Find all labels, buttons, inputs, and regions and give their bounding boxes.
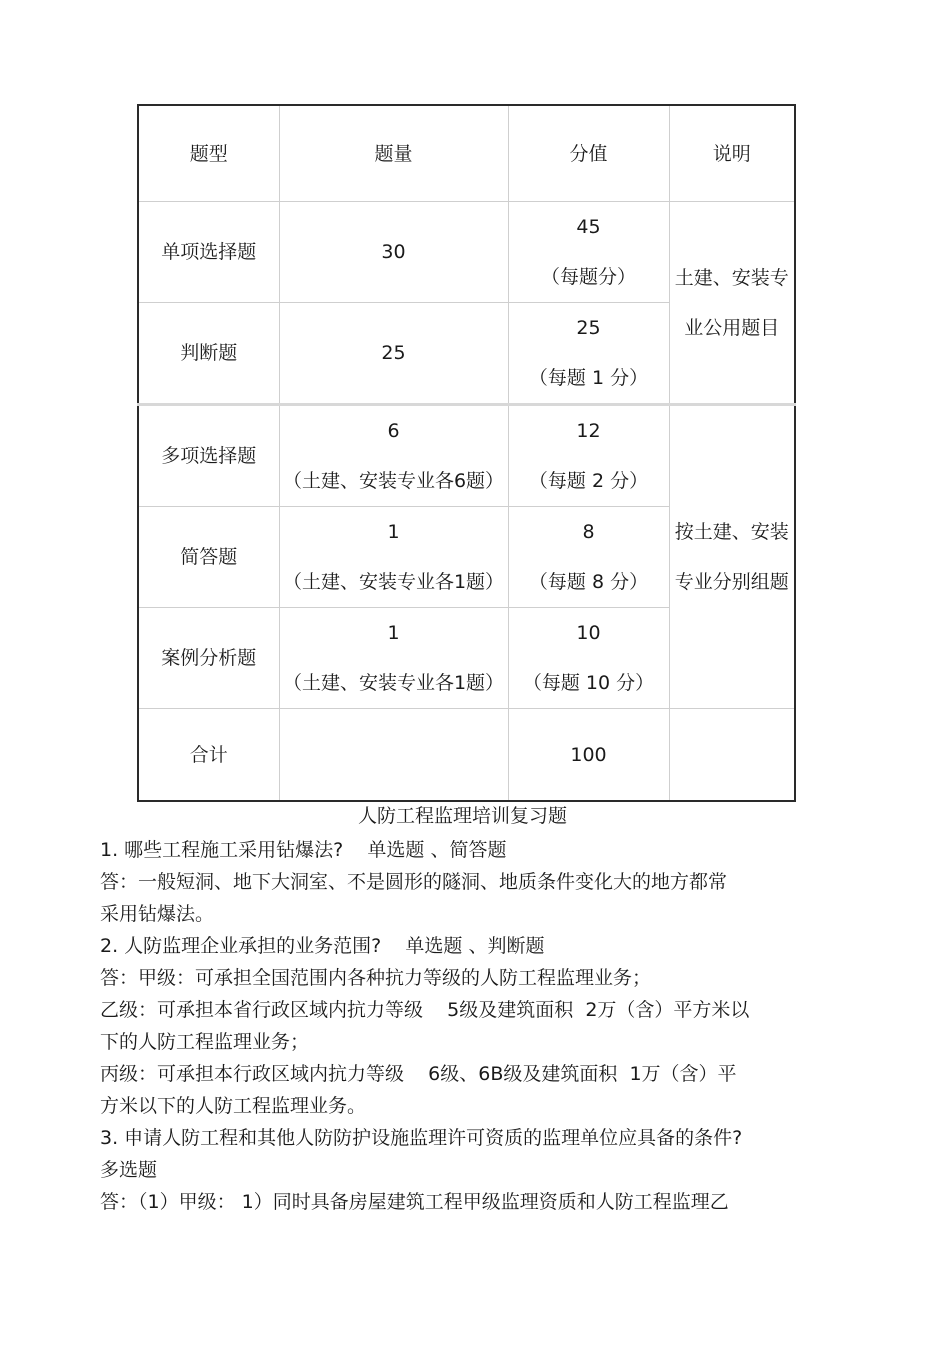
qty-value: 1	[387, 521, 400, 543]
row-type: 判断题	[138, 303, 279, 405]
total-score: 100	[508, 709, 669, 802]
body-line: 答：一般短洞、地下大洞室、不是圆形的隧洞、地质条件变化大的地方都常	[100, 871, 728, 893]
body-line: 答：（1）甲级： 1）同时具备房屋建筑工程甲级监理资质和人防工程监理乙	[100, 1191, 729, 1213]
qty-value: 25	[381, 342, 406, 364]
question-type-table	[137, 104, 796, 802]
table-row	[138, 202, 795, 303]
group-note-specialty: 按土建、安装专业分别组题	[669, 405, 795, 709]
header-type: 题型	[138, 105, 279, 202]
body-line: 乙级：可承担本省行政区域内抗力等级 5级及建筑面积 2万（含）平方米以	[100, 999, 750, 1021]
score-value: 25	[576, 317, 601, 339]
body-line: 答：甲级：可承担全国范围内各种抗力等级的人防工程监理业务；	[100, 967, 652, 989]
table-row	[138, 405, 795, 507]
score-note: （每题 10 分）	[522, 672, 655, 694]
row-qty	[279, 202, 508, 303]
row-type: 多项选择题	[138, 405, 279, 507]
row-score	[508, 608, 669, 709]
total-qty	[279, 709, 508, 802]
row-qty	[279, 608, 508, 709]
row-score	[508, 303, 669, 405]
total-label: 合计	[138, 709, 279, 802]
row-score	[508, 405, 669, 507]
score-value: 8	[582, 521, 595, 543]
document-title: 人防工程监理培训复习题	[357, 805, 567, 827]
row-type: 案例分析题	[138, 608, 279, 709]
score-value: 45	[576, 216, 601, 238]
body-line: 下的人防工程监理业务；	[100, 1031, 310, 1053]
score-value: 10	[576, 622, 601, 644]
qty-value: 1	[387, 622, 400, 644]
qty-note: （土建、安装专业各1题）	[282, 571, 505, 593]
score-note: （每题 2 分）	[528, 470, 649, 492]
header-note: 说明	[669, 105, 795, 202]
header-qty: 题量	[279, 105, 508, 202]
header-score: 分值	[508, 105, 669, 202]
body-line: 3. 申请人防工程和其他人防防护设施监理许可资质的监理单位应具备的条件?	[100, 1127, 743, 1149]
body-line: 1. 哪些工程施工采用钻爆法? 单选题 、简答题	[100, 839, 507, 861]
document-body	[100, 834, 835, 1218]
row-type: 简答题	[138, 507, 279, 608]
qty-value: 6	[387, 420, 400, 442]
row-qty	[279, 507, 508, 608]
qty-value: 30	[381, 241, 406, 263]
row-qty	[279, 405, 508, 507]
score-note: （每题分）	[540, 266, 636, 288]
body-line: 丙级：可承担本行政区域内抗力等级 6级、6B级及建筑面积 1万（含）平	[100, 1063, 737, 1085]
qty-note: （土建、安装专业各1题）	[282, 672, 505, 694]
score-note: （每题 8 分）	[528, 571, 649, 593]
score-value: 12	[576, 420, 601, 442]
row-qty	[279, 303, 508, 405]
body-line: 采用钻爆法。	[100, 903, 215, 925]
body-line: 方米以下的人防工程监理业务。	[100, 1095, 367, 1117]
group-note-common: 土建、安装专业公用题目	[669, 202, 795, 405]
row-score	[508, 202, 669, 303]
row-type: 单项选择题	[138, 202, 279, 303]
qty-note: （土建、安装专业各6题）	[282, 470, 505, 492]
table-total-row	[138, 709, 795, 802]
row-score	[508, 507, 669, 608]
score-note: （每题 1 分）	[528, 367, 649, 389]
body-line: 2. 人防监理企业承担的业务范围? 单选题 、判断题	[100, 935, 545, 957]
total-note	[669, 709, 795, 802]
table-header-row	[138, 105, 795, 202]
body-line: 多选题	[100, 1159, 158, 1181]
